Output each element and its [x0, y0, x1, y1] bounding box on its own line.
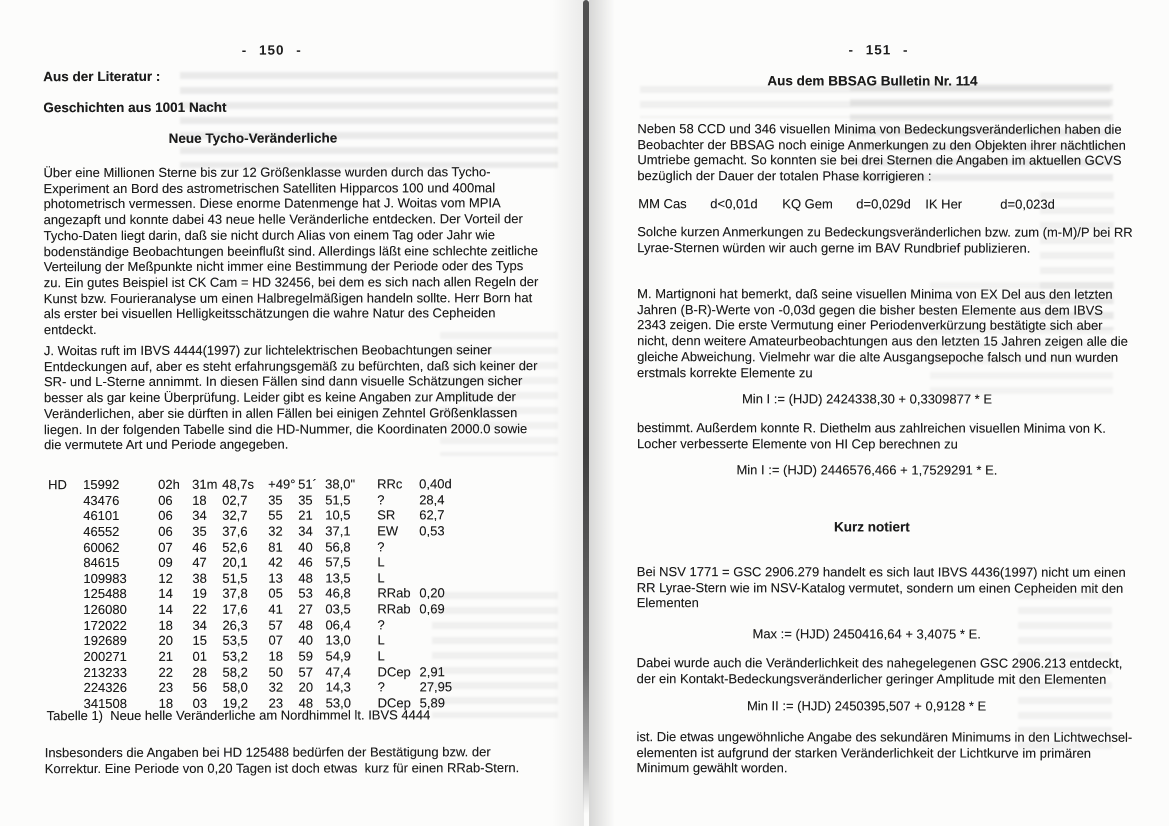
table-cell: ? — [377, 492, 385, 508]
table-cell: 21 — [158, 648, 173, 664]
table-cell: 84615 — [83, 555, 120, 571]
table-cell: 18 — [268, 648, 283, 664]
table-cell: 22 — [192, 601, 207, 617]
star-name: IK Her — [925, 196, 963, 212]
table-cell: 19 — [192, 586, 207, 602]
table-cell: 37,1 — [325, 523, 351, 539]
table-cell: 23 — [268, 695, 284, 711]
table-cell: 43476 — [83, 492, 120, 508]
table-cell: 37,8 — [222, 586, 248, 602]
table-cell: 05 — [268, 586, 283, 602]
table-cell: 41 — [268, 601, 283, 617]
table-cell: HD — [48, 477, 67, 493]
table-cell: 224326 — [83, 680, 127, 696]
table-cell: DCep — [377, 664, 411, 680]
table-cell: 109983 — [83, 570, 127, 586]
table-cell: 48 — [298, 695, 314, 711]
table-cell: 55 — [268, 507, 283, 523]
table-cell: L — [377, 570, 385, 586]
table-cell: 06 — [158, 523, 173, 539]
table-cell: 32 — [268, 679, 284, 695]
table-cell: 57,5 — [325, 554, 351, 570]
table-cell: 50 — [268, 664, 284, 680]
table-cell: 18 — [158, 617, 173, 633]
table-cell: 46,8 — [325, 585, 351, 602]
table-cell: 32,7 — [222, 507, 248, 524]
table-cell: 56 — [192, 680, 208, 696]
table-cell: 15 — [192, 633, 207, 649]
table-cell: 14,3 — [325, 679, 351, 695]
table-cell: DCep — [377, 695, 411, 711]
table-cell: 58,0 — [222, 680, 248, 696]
table-cell: 13 — [268, 570, 283, 586]
table-cell: 192689 — [83, 633, 127, 649]
correction-value: d=0,029d — [856, 196, 911, 212]
table-cell: 48,7s — [222, 476, 254, 492]
table-cell: 47 — [192, 554, 207, 571]
table-cell: 06 — [158, 508, 173, 524]
table-cell: 53 — [298, 586, 313, 602]
kurz-notiert-heading: Kurz notiert — [833, 519, 910, 535]
table-cell: 53,2 — [222, 648, 248, 664]
table-cell: 19,2 — [222, 695, 248, 711]
table-cell: 48 — [298, 617, 313, 633]
table-cell: 46101 — [83, 508, 120, 524]
table-cell: 38,0" — [325, 476, 356, 492]
table-cell: 34 — [192, 508, 207, 524]
table-cell: 0,69 — [419, 601, 445, 617]
table-cell: 31m — [192, 476, 218, 492]
table-cell: 06,4 — [325, 617, 351, 633]
table-cell: 341508 — [83, 695, 128, 712]
table-cell: 40 — [298, 632, 313, 649]
table-cell: 125488 — [83, 586, 127, 602]
table-cell: 53,5 — [222, 633, 248, 649]
bulletin-title: Aus dem BBSAG Bulletin Nr. 114 — [767, 73, 978, 89]
table-cell: 54,9 — [325, 648, 351, 664]
table-cell: 23 — [158, 680, 174, 696]
paragraph-hd125488-note: Insbesonders die Angaben bei HD 125488 bedürfen der Bestätigung bzw. der Korrektur. Eine Periode von 0,20 Tagen ist doch etwas kurz für einen RRab-Stern. — [44, 744, 520, 776]
table-cell: 20 — [158, 633, 173, 649]
table-cell: 17,6 — [222, 601, 248, 617]
paragraph-bbsag-intro: Neben 58 CCD und 346 visuellen Minima von Bedeckungsveränderlichen haben die Beobachter der BBSAG noch einige Anmerkungen zu den Objekten ihrer nächtlichen Umtriebe gemacht. So konnten sie bei drei Sternen die Angaben im aktuellen GCVS bezüglich der Dauer der totalen Phase korrigieren : — [637, 121, 1126, 184]
table-cell: EW — [377, 523, 399, 539]
table-cell: 13,5 — [325, 570, 351, 586]
table-cell: 15992 — [83, 476, 120, 493]
article-subheading: Geschichten aus 1001 Nacht — [43, 99, 227, 116]
table-cell: L — [377, 632, 385, 648]
table-cell: 07 — [268, 633, 283, 649]
table-cell: 07 — [158, 539, 173, 555]
table-cell: 34 — [192, 617, 207, 633]
gutter-shadow-right — [589, 0, 615, 826]
table-cell: 52,6 — [222, 539, 248, 555]
gcvs-correction-row — [637, 196, 1119, 213]
correction-value: d<0,01d — [710, 196, 758, 212]
table-cell: 35 — [268, 492, 283, 508]
paragraph-publish-note: Solche kurzen Anmerkungen zu Bedeckungsveränderlichen bzw. zum (m-M)/P bei RR Lyrae-Sternen würden wir auch gerne im BAV Rundbrief publizieren. — [637, 224, 1133, 256]
paragraph-nsv1771: Bei NSV 1771 = GSC 2906.279 handelt es sich laut IBVS 4436(1997) nicht um einen RR Lyrae-Stern wie im NSV-Katalog vermutet, sondern um einen Cepheiden mit den Elementen — [636, 564, 1126, 611]
table-cell: RRab — [377, 601, 411, 617]
table-cell: RRab — [377, 585, 411, 601]
table-cell: 28,4 — [419, 491, 445, 507]
table-cell: 0,40d — [419, 476, 452, 492]
table-cell: 58,2 — [222, 664, 248, 680]
table-cell: 27,95 — [419, 679, 453, 695]
correction-value: d=0,023d — [1000, 196, 1055, 212]
section-heading: Aus der Literatur : — [43, 68, 161, 85]
table-cell: ? — [377, 617, 385, 633]
table-cell: 02,7 — [222, 492, 248, 508]
table-cell: 26,3 — [222, 617, 248, 633]
table-cell: 01 — [192, 648, 207, 664]
table-cell: 51,5 — [325, 492, 351, 508]
table-cell: ? — [377, 679, 385, 695]
paragraph-martignoni-ex-del: M. Martignoni hat bemerkt, daß seine visuellen Minima von EX Del aus den letzten Jahren (B-R)-Werte von -0,03d gegen die bisher besten Elemente aus dem IBVS 2343 zeigen. Die erste Vermutung einer Periodenverkürzung bestätigte sich aber nicht, denn weitere Amateurbeobachtungen aus den letzten 15 Jahren zeigen alle die gleiche Abweichung. Vielmehr war die alte Ausgangsepoche falsch und nun wurden erstmals korrekte Elemente zu — [637, 286, 1128, 380]
table-cell: 20 — [298, 679, 314, 695]
paragraph-gsc213: Dabei wurde auch die Veränderlichkeit des nahegelegenen GSC 2906.213 entdeckt, der ein Kontakt-Bedeckungsveränderlicher geringer Amplitude mit den Elementen — [636, 655, 1123, 687]
table-cell: 42 — [268, 554, 283, 570]
table-cell: 22 — [158, 664, 174, 680]
table-cell: 03,5 — [325, 601, 351, 617]
table-cell: 57 — [268, 617, 283, 633]
table-cell: SR — [377, 507, 396, 523]
table-cell: 46552 — [83, 523, 120, 539]
formula-hi-cep-elements: Min I := (HJD) 2446576,466 + 1,7529291 * E. — [736, 462, 998, 478]
table-cell: 35 — [298, 492, 313, 508]
table-cell: 18 — [192, 492, 207, 508]
table-cell: 03 — [192, 695, 208, 711]
table-cell: 20,1 — [222, 554, 248, 570]
formula-nsv1771-elements: Max := (HJD) 2450416,64 + 3,4075 * E. — [752, 626, 981, 642]
page-number: - 150 - — [241, 42, 302, 58]
table-caption: Tabelle 1) Neue helle Veränderliche am Nordhimmel lt. IBVS 4444 — [46, 707, 431, 724]
table-cell: 200271 — [83, 649, 127, 665]
table-cell: 59 — [298, 648, 313, 664]
gutter-shadow-left — [552, 0, 584, 826]
table-cell: 28 — [192, 664, 208, 680]
table-cell: L — [377, 554, 385, 570]
table-cell: 172022 — [83, 617, 127, 633]
table-cell: 40 — [298, 539, 313, 555]
paragraph-tycho-intro: Über eine Millionen Sterne bis zur 12 Größenklasse wurden durch das Tycho- Experiment an Bord des astrometrischen Satelliten Hipparcos 100 und 400mal photometrisch vermessen. Diese enorme Datenmenge hat J. Woitas vom MPIA angezapft und konnte dabei 43 neue helle Veränderliche entdecken. Der Vorteil der Tycho-Daten liegt darin, daß sie nicht durch Alias von einem Tag oder Jahr wie bodenständige Beobachtungen beeinflußt sind. Allerdings läßt eine schlechte zeitliche Verteilung der Meßpunkte nicht immer eine Bestimmung der Periode oder des Typs zu. Ein gutes Beispiel ist CK Cam = HD 32456, bei dem es sich nach allen Regeln der Kunst bzw. Fourieranalyse um einen Halbregelmäßigen handeln sollte. Herr Born hat als erster bei visuellen Helligkeitsschätzungen die wahre Natur des Cepheiden entdeckt. — [43, 164, 539, 338]
table-cell: 14 — [158, 601, 173, 618]
table-cell: 34 — [298, 523, 313, 539]
table-cell: 2,91 — [419, 663, 445, 680]
table-cell: 14 — [158, 586, 173, 602]
table-cell: 126080 — [83, 602, 127, 618]
star-name: MM Cas — [638, 196, 687, 212]
table-cell: 48 — [298, 570, 313, 586]
table-cell: 47,4 — [325, 664, 351, 680]
table-cell: 51´ — [298, 476, 317, 492]
table-cell: +49° — [268, 476, 296, 492]
table-cell: 10,5 — [325, 507, 351, 523]
page-number: - 151 - — [848, 42, 909, 58]
paragraph-woitas-call: J. Woitas ruft im IBVS 4444(1997) zur lichtelektrischen Beobachtungen seiner Entdeckungen auf, aber es steht erfahrungsgemäß zu befürchten, daß sich keiner der SR- und L-Sterne annimmt. In diesen Fällen sind dann visuelle Schätzungen sicher besser als gar keine Überprüfung. Leider gibt es keine Angaben zur Amplitude der Veränderlichen, aber sie dürften in allen Fällen bei einigen Zehntel Größenklassen liegen. In der folgenden Tabelle sind die HD-Nummer, die Koordinaten 2000.0 sowie die vermutete Art und Periode angegeben. — [43, 342, 538, 453]
table-cell: 32 — [268, 523, 283, 539]
table-cell: 09 — [158, 555, 173, 571]
article-title: Neue Tycho-Veränderliche — [168, 130, 338, 146]
table-cell: 46 — [192, 539, 207, 555]
table-cell: 0,53 — [419, 523, 445, 539]
table-cell: L — [377, 648, 385, 664]
table-cell: 13,0 — [325, 632, 351, 648]
paragraph-secondary-minimum-note: ist. Die etwas ungewöhnliche Angabe des sekundären Minimums in den Lichtwechsel- elementen ist aufgrund der starken Veränderlichkeit der Lichtkurve im primären Minimum gewählt worden. — [636, 729, 1133, 776]
table-cell: 5,89 — [419, 695, 445, 711]
table-cell: 12 — [158, 570, 173, 586]
table-cell: 06 — [158, 492, 173, 508]
table-cell: 0,20 — [419, 585, 445, 601]
table-cell: 46 — [298, 554, 313, 570]
table-cell: 60062 — [83, 539, 120, 555]
table-cell: 21 — [298, 507, 313, 523]
table-cell: 18 — [158, 695, 174, 711]
table-cell: 213233 — [83, 664, 127, 680]
table-cell: 53,0 — [325, 695, 351, 711]
table-cell: 38 — [192, 570, 207, 586]
table-cell: 81 — [268, 539, 283, 555]
table-cell: ? — [377, 538, 385, 554]
formula-ex-del-elements: Min I := (HJD) 2424338,30 + 0,3309877 * E — [741, 391, 993, 407]
paragraph-diethelm-hi-cep: bestimmt. Außerdem konnte R. Diethelm aus zahlreichen visuellen Minima von K. Locher verbesserte Elemente von HI Cep berechnen zu — [636, 420, 1106, 452]
formula-gsc213-elements: Min II := (HJD) 2450395,507 + 0,9128 * E — [746, 698, 987, 714]
star-name: KQ Gem — [782, 196, 833, 212]
table-cell: 27 — [298, 601, 313, 617]
table-cell: 62,7 — [419, 507, 445, 523]
table-cell: 51,5 — [222, 570, 248, 586]
table-cell: 37,6 — [222, 523, 248, 539]
table-cell: 35 — [192, 523, 207, 539]
table-cell: 57 — [298, 664, 314, 680]
table-cell: 56,8 — [325, 539, 351, 555]
table-cell: 02h — [158, 476, 180, 492]
table-cell: RRc — [377, 476, 403, 492]
